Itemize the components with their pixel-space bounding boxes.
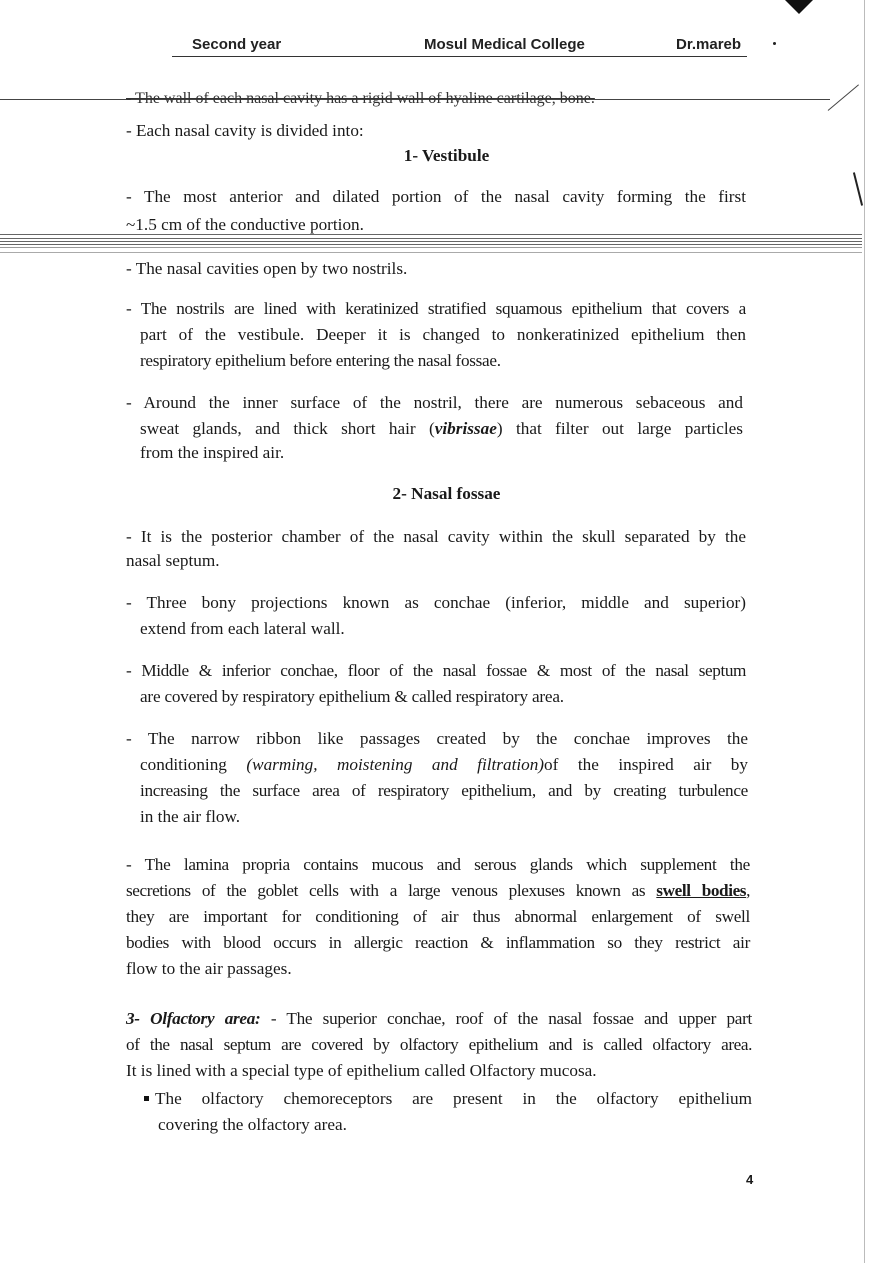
vestibule-p4-l2: sweat glands, and thick short hair (vibrissae) that filter out large particles <box>140 419 743 438</box>
fossae-p4-l1: - The narrow ribbon like passages created by the conchae improves the <box>126 729 748 748</box>
header-author: Dr.mareb <box>676 36 742 53</box>
scan-dot <box>773 42 776 45</box>
vibrissae-term: vibrissae <box>434 419 497 438</box>
fossae-p1-l2: nasal septum. <box>126 551 220 570</box>
olfactory-l2: of the nasal septum are covered by olfactory epithelium and is called olfactory area. <box>126 1035 752 1054</box>
corner-scan-mark <box>777 0 821 14</box>
fossae-p4-l3: increasing the surface area of respiratory epithelium, and by creating turbulence <box>140 781 748 800</box>
fossae-p5-l1: - The lamina propria contains mucous and serous glands which supplement the <box>126 855 750 874</box>
vestibule-p1-l2: ~1.5 cm of the conductive portion. <box>126 215 364 234</box>
page-edge-line <box>864 0 865 1263</box>
vestibule-p3-l3: respiratory epithelium before entering the nasal fossae. <box>140 351 501 370</box>
margin-mark <box>853 172 863 205</box>
section-nasal-fossae-title: 2- Nasal fossae <box>392 484 501 503</box>
vestibule-p4-l3: from the inspired air. <box>140 443 285 462</box>
fossae-p5-l3: they are important for conditioning of air thus abnormal enlargement of swell <box>126 907 750 926</box>
vestibule-p4-l1: - Around the inner surface of the nostril, there are numerous sebaceous and <box>126 393 743 412</box>
struck-sentence: - The wall of each nasal cavity has a rigid wall of hyaline cartilage, bone. <box>126 90 595 107</box>
header-college: Mosul Medical College <box>424 36 585 53</box>
section-olfactory-title: 3- Olfactory area: <box>126 1009 261 1028</box>
olfactory-bullet-l1: The olfactory chemoreceptors are present in the olfactory epithelium <box>144 1086 752 1111</box>
strike-rule-diagonal <box>828 84 859 110</box>
fossae-p5-l5: flow to the air passages. <box>126 959 292 978</box>
fossae-p2-l1: - Three bony projections known as conchae (inferior, middle and superior) <box>126 593 746 612</box>
fossae-p4-l4: in the air flow. <box>140 807 241 826</box>
header-rule <box>172 56 747 57</box>
fossae-p5-l2: secretions of the goblet cells with a large venous plexuses known as swell bodies, <box>126 881 751 900</box>
olfactory-bullet-l2: covering the olfactory area. <box>158 1115 347 1134</box>
vestibule-p3-l2: part of the vestibule. Deeper it is changed to nonkeratinized epithelium then <box>140 325 746 344</box>
fossae-p3-l1: - Middle & inferior conchae, floor of the nasal fossae & most of the nasal septum <box>126 661 746 680</box>
olfactory-l3: It is lined with a special type of epithelium called Olfactory mucosa. <box>126 1061 597 1080</box>
fossae-p2-l2: extend from each lateral wall. <box>140 619 345 638</box>
page-number: 4 <box>746 1172 754 1187</box>
intro-line: - Each nasal cavity is divided into: <box>126 121 364 140</box>
fossae-p1-l1: - It is the posterior chamber of the nasal cavity within the skull separated by the <box>126 527 746 546</box>
olfactory-l1: 3- Olfactory area: - The superior conchae, roof of the nasal fossae and upper part <box>126 1009 752 1028</box>
header-year: Second year <box>192 36 282 53</box>
vestibule-p2: - The nasal cavities open by two nostrils. <box>126 259 408 278</box>
conditioning-terms: (warming, moistening and filtration) <box>246 755 545 774</box>
fossae-p4-l2: conditioning (warming, moistening and filtration)of the inspired air by <box>140 755 748 774</box>
section-vestibule-title: 1- Vestibule <box>403 146 490 165</box>
square-bullet-icon <box>144 1096 149 1101</box>
swell-bodies-term: swell bodies <box>656 881 747 900</box>
fossae-p3-l2: are covered by respiratory epithelium & called respiratory area. <box>140 687 564 706</box>
scan-band-lines <box>0 234 862 256</box>
fossae-p5-l4: bodies with blood occurs in allergic reaction & inflammation so they restrict air <box>126 933 750 952</box>
vestibule-p1-l1: - The most anterior and dilated portion of the nasal cavity forming the first <box>126 187 746 206</box>
vestibule-p3-l1: - The nostrils are lined with keratinized stratified squamous epithelium that covers a <box>126 299 746 318</box>
